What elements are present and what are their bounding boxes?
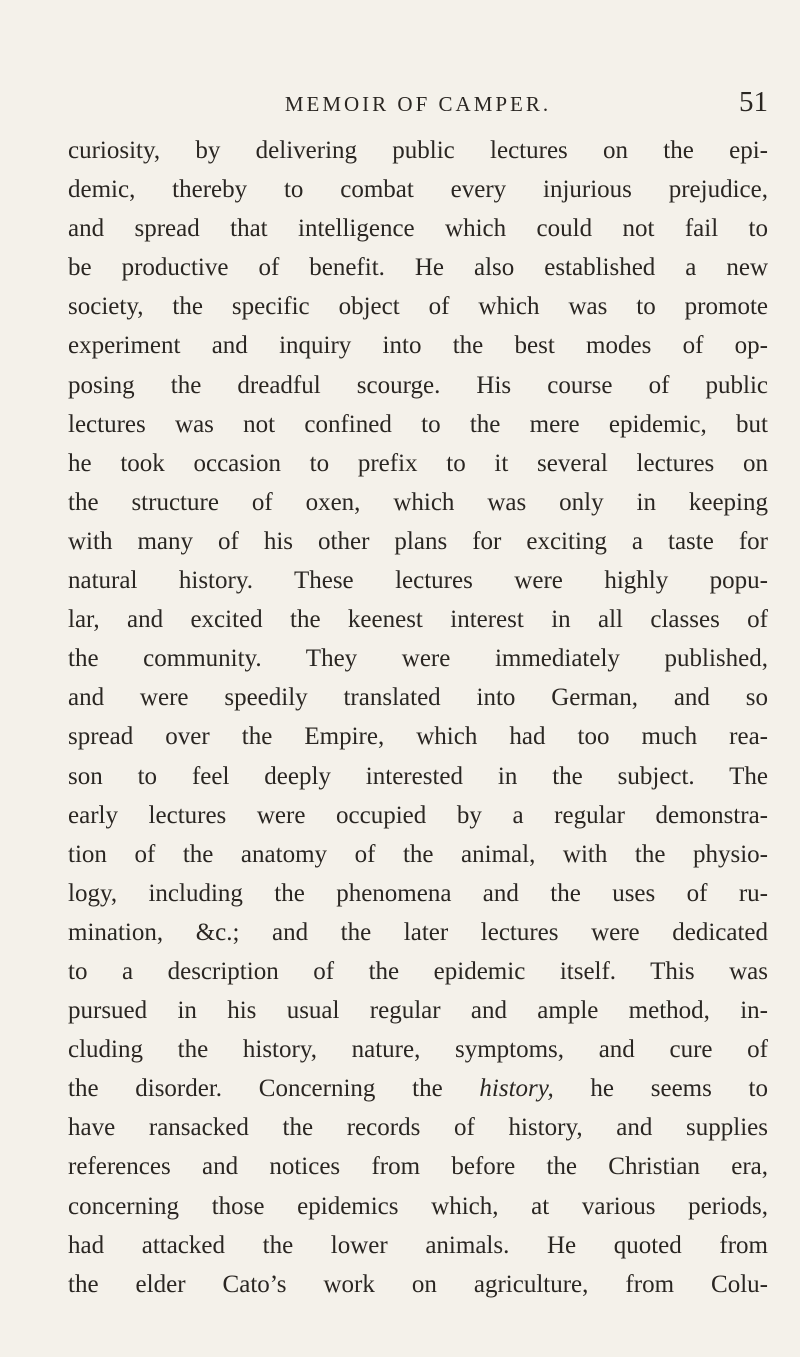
text-line: had attacked the lower animals. He quoted from (68, 1231, 768, 1259)
text-line: references and notices from before the Christian era, (68, 1153, 768, 1181)
running-head (68, 86, 768, 126)
text-line: posing the dreadful scourge. His course of public (68, 371, 768, 399)
text-line: the elder Cato’s work on agriculture, from Colu- (68, 1270, 768, 1298)
text-line: mination, &c.; and the later lectures were dedicated (68, 918, 768, 946)
text-line: society, the specific object of which was to promote (68, 293, 768, 321)
text-line: and were speedily translated into German, and so (68, 684, 768, 712)
text-line: he took occasion to prefix to it several lectures on (68, 449, 768, 477)
text-line: curiosity, by delivering public lectures on the epi- (68, 137, 768, 164)
text-line: and spread that intelligence which could not fail to (68, 215, 768, 243)
text-run: he seems to (553, 1075, 769, 1103)
text-line: demic, thereby to combat every injurious prejudice, (68, 176, 768, 204)
running-title: MEMOIR OF CAMPER. (284, 92, 552, 116)
text-line: the community. They were immediately published, (68, 645, 768, 673)
text-line: with many of his other plans for exciting a taste for (68, 527, 768, 555)
text-line: son to feel deeply interested in the subject. The (68, 762, 768, 790)
text-line: cluding the history, nature, symptoms, and cure of (68, 1036, 768, 1064)
text-line: be productive of benefit. He also established a new (68, 254, 768, 282)
text-line: to a description of the epidemic itself. This was (68, 957, 768, 985)
text-line: tion of the anatomy of the animal, with the physio- (68, 840, 768, 868)
text-line: logy, including the phenomena and the uses of ru- (68, 879, 768, 907)
text-line: concerning those epidemics which, at various periods, (68, 1192, 768, 1220)
text-line: lar, and excited the keenest interest in all classes of (68, 606, 768, 634)
text-line: early lectures were occupied by a regular demonstra- (68, 801, 768, 829)
text-line: experiment and inquiry into the best modes of op- (68, 332, 768, 360)
text-line: the structure of oxen, which was only in keeping (68, 488, 768, 516)
text-run: the disorder. Concerning the (68, 1075, 480, 1103)
text-line: have ransacked the records of history, and supplies (68, 1114, 768, 1142)
text-line: natural history. These lectures were highly popu- (68, 567, 768, 595)
text-line: lectures was not confined to the mere epidemic, but (68, 410, 768, 438)
body-text (68, 131, 768, 1304)
italic-word: history, (479, 1075, 554, 1103)
text-line: pursued in his usual regular and ample method, in- (68, 997, 768, 1025)
text-line: spread over the Empire, which had too much rea- (68, 723, 768, 751)
text-line-with-italic (68, 1069, 768, 1108)
page-number: 51 (739, 86, 768, 118)
